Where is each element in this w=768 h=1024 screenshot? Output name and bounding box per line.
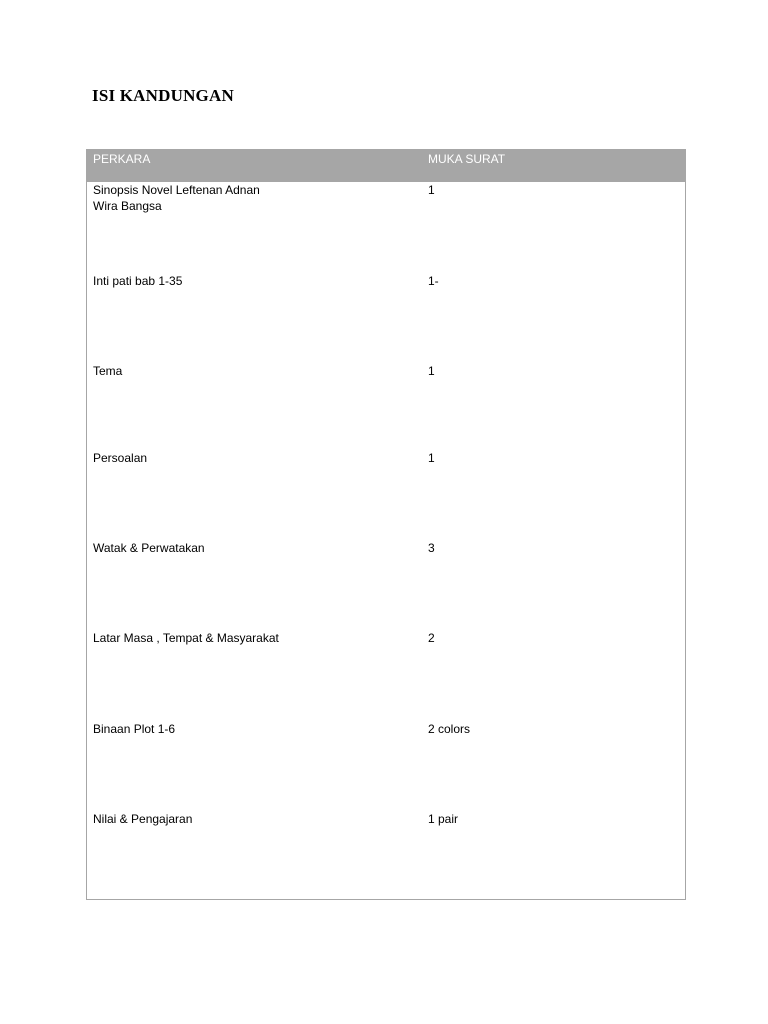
row-muka-surat: 1 (428, 183, 435, 197)
table-row (87, 182, 685, 270)
row-perkara: Sinopsis Novel Leftenan Adnan Wira Bangsa (93, 183, 260, 213)
row-perkara: Latar Masa , Tempat & Masyarakat (93, 631, 279, 645)
table-row (87, 363, 685, 451)
row-perkara: Tema (93, 364, 123, 378)
table-row (87, 450, 685, 538)
row-muka-surat: 3 (428, 541, 435, 555)
row-perkara: Binaan Plot 1-6 (93, 722, 176, 736)
table-row (87, 630, 685, 718)
page-title: ISI KANDUNGAN (92, 86, 234, 105)
row-muka-surat: 2 (428, 631, 435, 645)
row-perkara: Persoalan (93, 451, 148, 465)
toc-table (86, 149, 686, 900)
row-muka-surat: 1 pair (428, 812, 459, 826)
header-muka-surat: MUKA SURAT (428, 152, 506, 166)
header-perkara: PERKARA (93, 152, 151, 166)
table-row (87, 273, 685, 361)
row-perkara: Watak & Perwatakan (93, 541, 205, 555)
row-muka-surat: 1 (428, 364, 435, 378)
row-muka-surat: 1 (428, 451, 435, 465)
row-perkara: Inti pati bab 1-35 (93, 274, 183, 288)
table-row (87, 811, 685, 899)
table-row (87, 721, 685, 809)
table-header-row (87, 150, 685, 182)
row-muka-surat: 2 colors (428, 722, 471, 736)
row-perkara: Nilai & Pengajaran (93, 812, 193, 826)
row-muka-surat: 1- (428, 274, 439, 288)
table-row (87, 540, 685, 628)
